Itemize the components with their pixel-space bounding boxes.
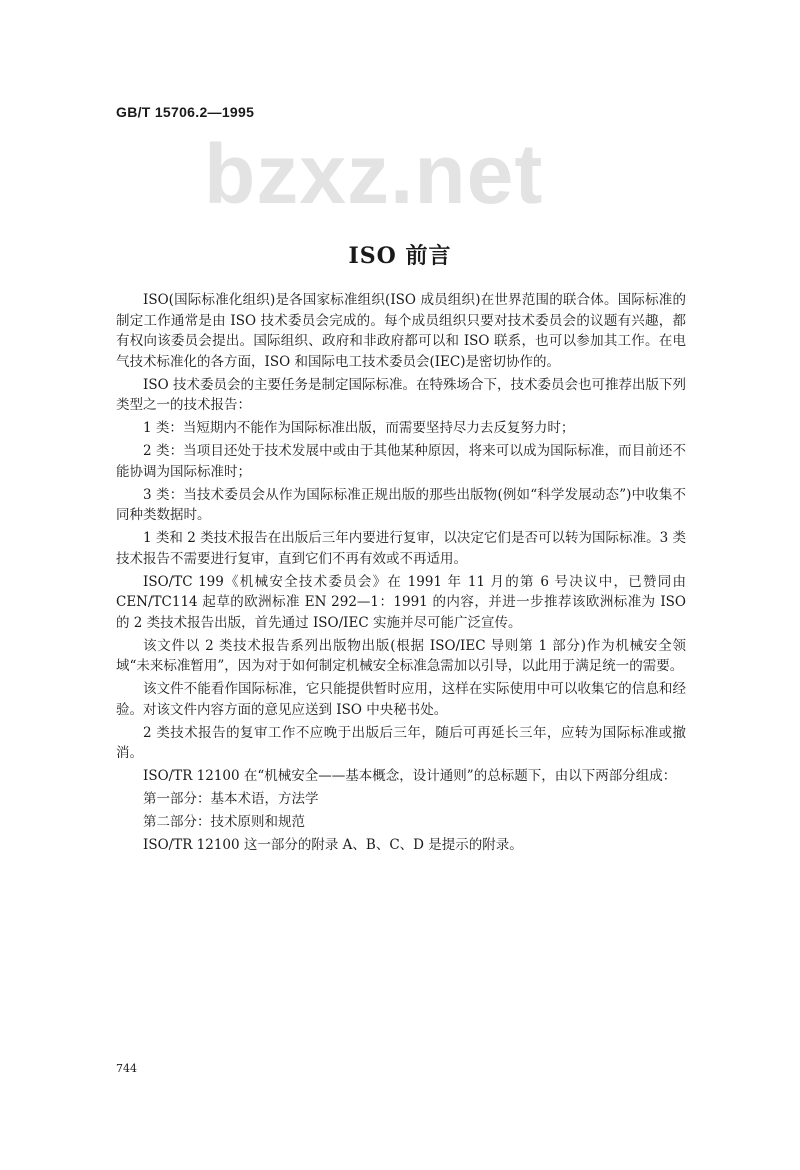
paragraph: 2 类技术报告的复审工作不应晚于出版后三年，随后可再延长三年，应转为国际标准或撤消。	[116, 724, 686, 761]
standard-code: GB/T 15706.2—1995	[116, 104, 255, 120]
paragraph: 1 类：当短期内不能作为国际标准出版，而需要坚持尽力去反复努力时；	[143, 420, 575, 436]
paragraph: ISO/TR 12100 在“机械安全——基本概念，设计通则”的总标题下，由以下两部分组成：	[143, 768, 677, 784]
paragraph: 3 类：当技术委员会从作为国际标准正规出版的那些出版物(例如“科学发展动态”)中收集不同种类数据时。	[116, 486, 686, 523]
document-body	[116, 290, 686, 858]
paragraph: 2 类：当项目还处于技术发展中或由于其他某种原因，将来可以成为国际标准，而目前还不能协调为国际标准时；	[116, 443, 686, 480]
paragraph: ISO/TC 199《机械安全技术委员会》在 1991 年 11 月的第 6 号决议中，已赞同由 CEN/TC114 起草的欧洲标准 EN 292—1：1991 的内容，并进一步推荐该欧洲标准为 ISO 的 2 类技术报告出版，首先通过 ISO/IEC 实施并尽可能广泛宣传。	[116, 573, 686, 631]
paragraph: 第二部分：技术原则和规范	[143, 814, 305, 830]
page-title: ISO 前言	[348, 243, 452, 269]
paragraph: 1 类和 2 类技术报告在出版后三年内要进行复审，以决定它们是否可以转为国际标准。3 类技术报告不需要进行复审，直到它们不再有效或不再适用。	[116, 530, 686, 567]
paragraph: 该文件不能看作国际标准，它只能提供暂时应用，这样在实际使用中可以收集它的信息和经验。对该文件内容方面的意见应送到 ISO 中央秘书处。	[116, 681, 686, 718]
paragraph: ISO(国际标准化组织)是各国家标准组织(ISO 成员组织)在世界范围的联合体。国际标准的制定工作通常是由 ISO 技术委员会完成的。每个成员组织只要对技术委员会的议题有兴趣，都有权向该委员会提出。国际组织、政府和非政府都可以和 ISO 联系，也可以参加其工作。在电气技术标准化的各方面，ISO 和国际电工技术委员会(IEC)是密切协作的。	[116, 292, 686, 370]
paragraph: ISO 技术委员会的主要任务是制定国际标准。在特殊场合下，技术委员会也可推荐出版下列类型之一的技术报告：	[116, 376, 686, 413]
paragraph: ISO/TR 12100 这一部分的附录 A、B、C、D 是提示的附录。	[143, 837, 523, 853]
paragraph: 该文件以 2 类技术报告系列出版物出版(根据 ISO/IEC 导则第 1 部分)作为机械安全领域“未来标准暂用”，因为对于如何制定机械安全标准急需加以引导，以此用于满足统一的需要。	[116, 637, 686, 674]
paragraph: 第一部分：基本术语，方法学	[143, 791, 319, 807]
watermark: bzxz.net	[204, 127, 544, 221]
page-number: 744	[116, 1062, 137, 1075]
